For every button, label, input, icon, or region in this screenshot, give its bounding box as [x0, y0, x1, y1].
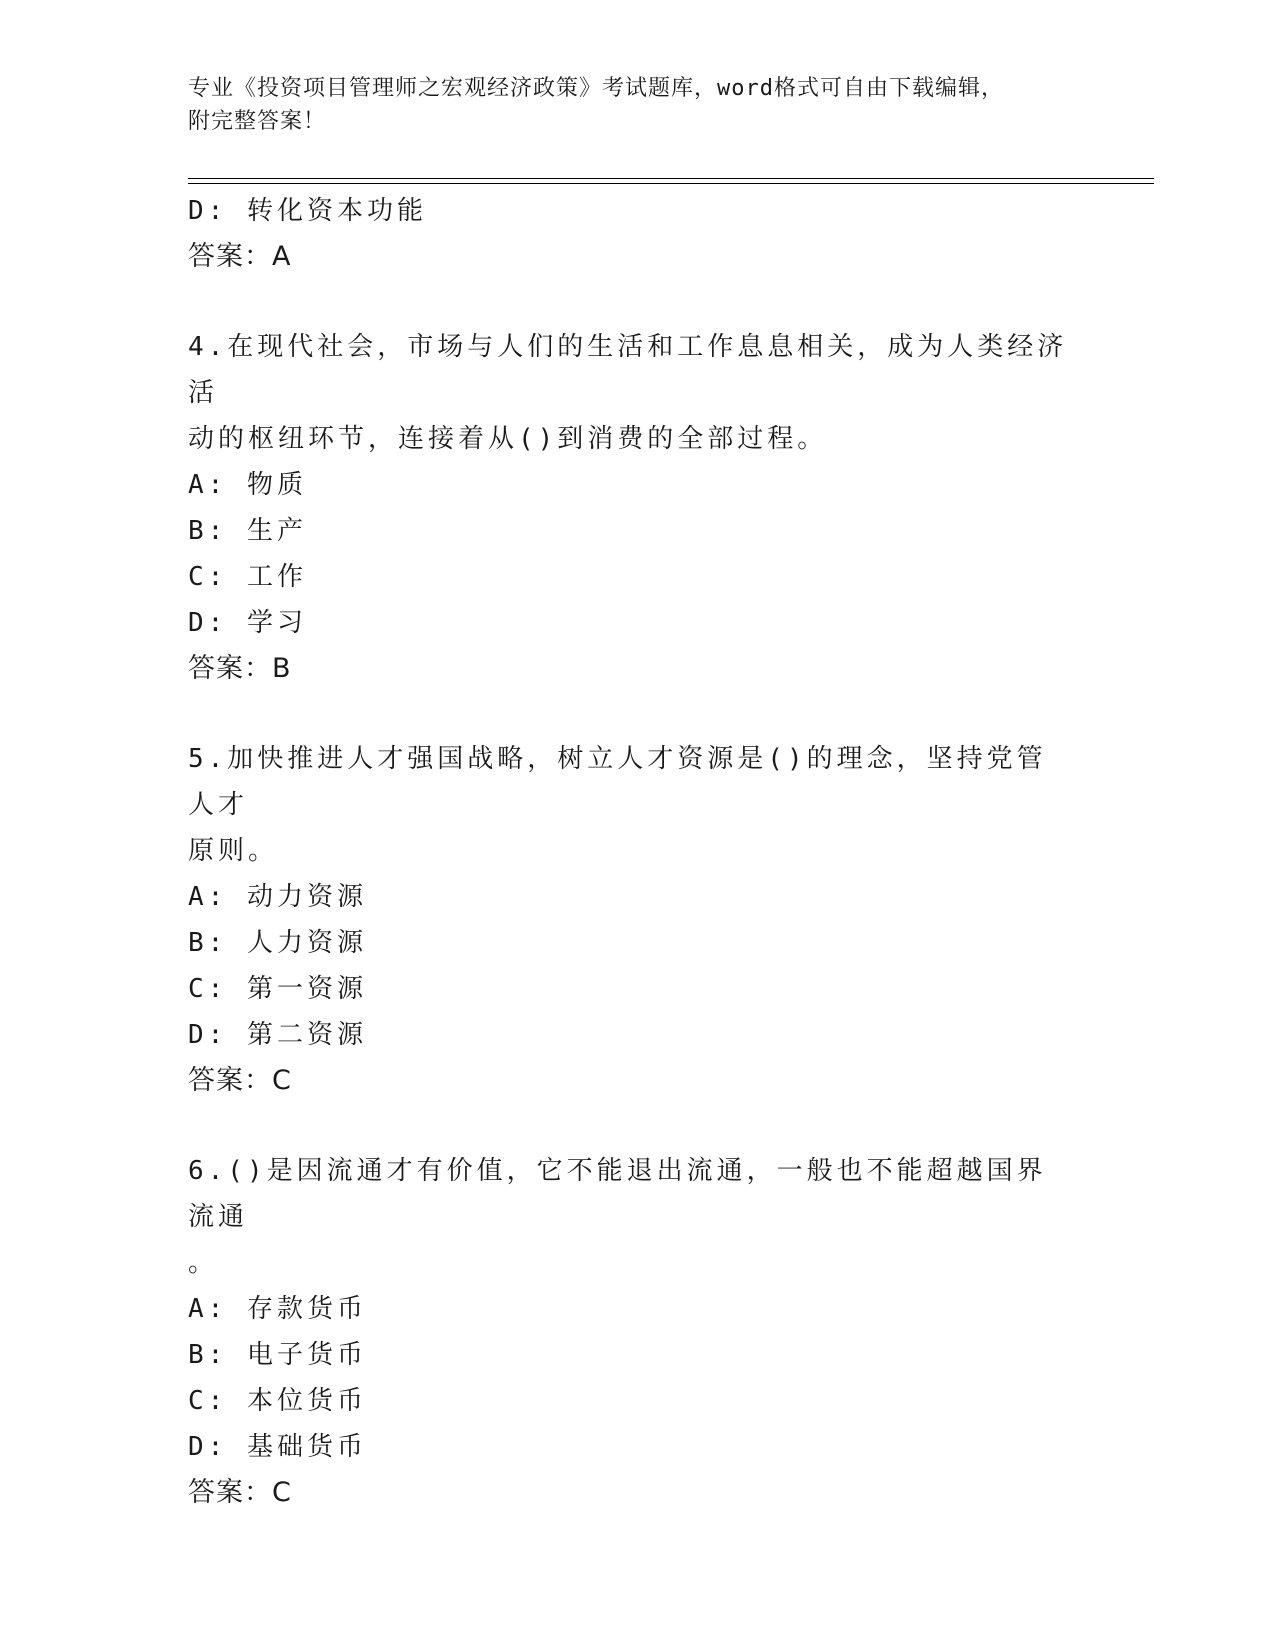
question-5 — [188, 736, 1088, 1104]
question-4 — [188, 324, 1088, 692]
option-c: C: 第一资源 — [188, 974, 367, 1004]
option-a: A: 存款货币 — [188, 1294, 367, 1324]
answer-label: 答案：B — [188, 653, 292, 684]
answer-label: 答案：C — [188, 1477, 292, 1508]
option-c: C: 工作 — [188, 562, 307, 592]
option-d: D: 转化资本功能 — [188, 196, 427, 226]
question-stem-line-2: 原则。 — [188, 836, 279, 866]
header-title-line-1: 专业《投资项目管理师之宏观经济政策》考试题库，word格式可自由下载编辑， — [188, 76, 1004, 101]
option-a: A: 物质 — [188, 470, 307, 500]
option-c: C: 本位货币 — [188, 1386, 367, 1416]
document-body — [188, 188, 1088, 1516]
page-header — [188, 72, 1068, 138]
answer-label: 答案：C — [188, 1065, 292, 1096]
header-divider — [188, 178, 1154, 184]
option-d: D: 学习 — [188, 608, 307, 638]
question-stem-line-1: 4.在现代社会，市场与人们的生活和工作息息相关，成为人类经济活 — [188, 332, 1068, 408]
option-a: A: 动力资源 — [188, 882, 367, 912]
question-stem-line-2: 动的枢纽环节，连接着从()到消费的全部过程。 — [188, 424, 828, 454]
answer-label: 答案：A — [188, 241, 292, 272]
option-b: B: 电子货币 — [188, 1340, 367, 1370]
question-stem-line-1: 5.加快推进人才强国战略，树立人才资源是()的理念，坚持党管人才 — [188, 744, 1047, 820]
question-6 — [188, 1148, 1088, 1516]
option-b: B: 人力资源 — [188, 928, 367, 958]
question-stem-line-1: 6.()是因流通才有价值，它不能退出流通，一般也不能超越国界流通 — [188, 1156, 1047, 1232]
option-b: B: 生产 — [188, 516, 307, 546]
option-d: D: 基础货币 — [188, 1432, 367, 1462]
option-d: D: 第二资源 — [188, 1020, 367, 1050]
question-stem-line-2: 。 — [188, 1248, 219, 1278]
header-title-line-2: 附完整答案！ — [188, 109, 327, 134]
previous-question-tail — [188, 188, 1088, 280]
